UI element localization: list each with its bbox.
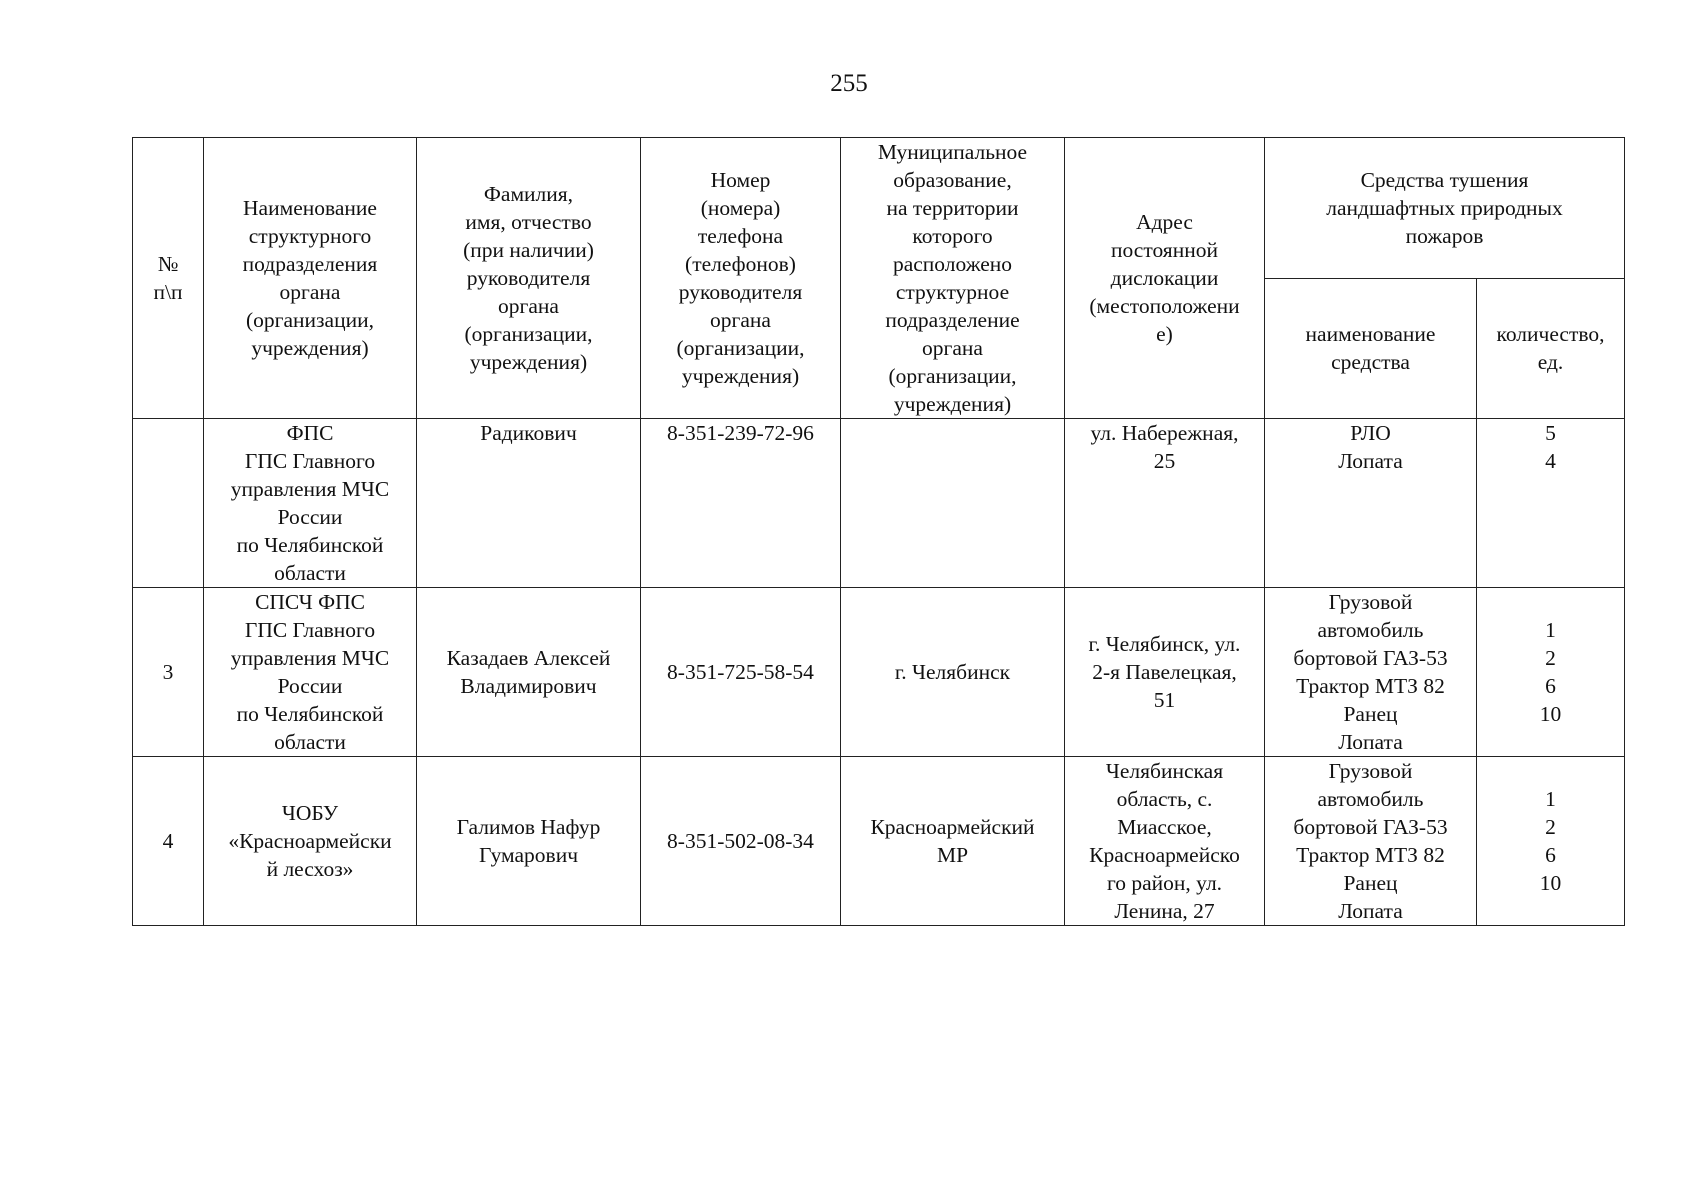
cell-unit: ЧОБУ «Красноармейски й лесхоз» bbox=[204, 757, 417, 926]
cell-municipality: г. Челябинск bbox=[841, 588, 1065, 757]
header-unit: Наименование структурного подразделения органа (организации, учреждения) bbox=[204, 138, 417, 419]
header-address: Адрес постоянной дислокации (местоположени е) bbox=[1065, 138, 1265, 419]
cell-unit: СПСЧ ФПС ГПС Главного управления МЧС России по Челябинской области bbox=[204, 588, 417, 757]
cell-means-qty: 5 4 bbox=[1477, 419, 1625, 588]
cell-num: 3 bbox=[133, 588, 204, 757]
header-num: № п\п bbox=[133, 138, 204, 419]
cell-head-name: Радикович bbox=[417, 419, 641, 588]
cell-municipality bbox=[841, 419, 1065, 588]
cell-head-name: Казадаев Алексей Владимирович bbox=[417, 588, 641, 757]
cell-num: 4 bbox=[133, 757, 204, 926]
cell-address: ул. Набережная, 25 bbox=[1065, 419, 1265, 588]
cell-address: Челябинская область, с. Миасское, Красноармейско го район, ул. Ленина, 27 bbox=[1065, 757, 1265, 926]
cell-head-name: Галимов Нафур Гумарович bbox=[417, 757, 641, 926]
cell-means-qty: 1 2 6 10 bbox=[1477, 757, 1625, 926]
header-phone: Номер (номера) телефона (телефонов) руководителя органа (организации, учреждения) bbox=[641, 138, 841, 419]
cell-means-name: Грузовой автомобиль бортовой ГАЗ-53 Трактор МТЗ 82 Ранец Лопата bbox=[1265, 757, 1477, 926]
cell-means-name: РЛО Лопата bbox=[1265, 419, 1477, 588]
cell-phone: 8-351-239-72-96 bbox=[641, 419, 841, 588]
table-row bbox=[133, 419, 1625, 588]
header-head-name: Фамилия, имя, отчество (при наличии) руководителя органа (организации, учреждения) bbox=[417, 138, 641, 419]
header-means-group: Средства тушения ландшафтных природных пожаров bbox=[1265, 138, 1625, 279]
header-municipality: Муниципальное образование, на территории которого расположено структурное подразделение органа (организации, учреждения) bbox=[841, 138, 1065, 419]
cell-means-name: Грузовой автомобиль бортовой ГАЗ-53 Трактор МТЗ 82 Ранец Лопата bbox=[1265, 588, 1477, 757]
page-number: 255 bbox=[830, 70, 868, 97]
header-row bbox=[133, 138, 1625, 279]
cell-means-qty: 1 2 6 10 bbox=[1477, 588, 1625, 757]
table-row bbox=[133, 757, 1625, 926]
table-row bbox=[133, 588, 1625, 757]
header-means-name: наименование средства bbox=[1265, 278, 1477, 419]
cell-address: г. Челябинск, ул. 2-я Павелецкая, 51 bbox=[1065, 588, 1265, 757]
cell-phone: 8-351-502-08-34 bbox=[641, 757, 841, 926]
fire-means-table bbox=[132, 137, 1625, 926]
cell-phone: 8-351-725-58-54 bbox=[641, 588, 841, 757]
cell-num bbox=[133, 419, 204, 588]
cell-municipality: Красноармейский МР bbox=[841, 757, 1065, 926]
header-means-qty: количество, ед. bbox=[1477, 278, 1625, 419]
cell-unit: ФПС ГПС Главного управления МЧС России по Челябинской области bbox=[204, 419, 417, 588]
